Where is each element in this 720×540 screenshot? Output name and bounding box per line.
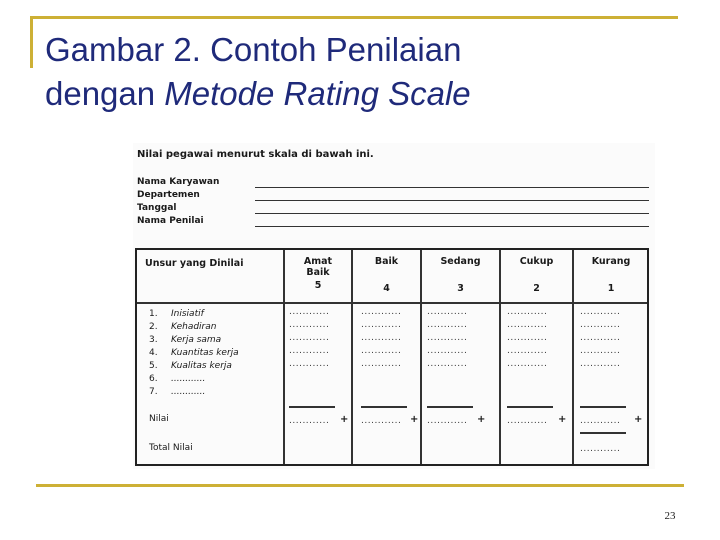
criteria-label: Kerja sama (171, 335, 222, 345)
nilai-blank: ............ (507, 416, 548, 426)
sum-line (289, 406, 335, 408)
score-blank: ............ (289, 320, 330, 330)
nilai-blank: ............ (289, 416, 330, 426)
nilai-blank: ............ (427, 416, 468, 426)
score-blank: ............ (507, 333, 548, 343)
criteria-item (149, 361, 232, 371)
criteria-label: Inisiatif (171, 309, 204, 319)
sum-line (507, 406, 553, 408)
unsur-header: Unsur yang Dinilai (145, 258, 244, 269)
criteria-label: ............ (171, 387, 206, 397)
column-header-amat-baik (285, 256, 351, 291)
score-blank: ............ (361, 359, 402, 369)
score-blank: ............ (361, 307, 402, 317)
column-header-label: Baik (374, 256, 399, 267)
score-blank: ............ (580, 333, 621, 343)
column-header-label: Amat Baik (303, 256, 333, 278)
score-blank: ............ (427, 320, 468, 330)
form-intro-text: Nilai pegawai menurut skala di bawah ini. (137, 149, 374, 160)
criteria-item (149, 335, 221, 345)
nilai-blank: ............ (361, 416, 402, 426)
nilai-blank: ............ (580, 416, 621, 426)
criteria-item (149, 309, 204, 319)
total-nilai-label: Total Nilai (149, 443, 193, 453)
criteria-item (149, 387, 205, 397)
score-blank: ............ (427, 359, 468, 369)
criteria-number: 3. (149, 335, 158, 345)
criteria-label: Kehadiran (171, 322, 217, 332)
score-blank: ............ (580, 320, 621, 330)
column-header-score: 1 (607, 283, 615, 294)
score-blank: ............ (289, 333, 330, 343)
rating-table (135, 248, 649, 466)
score-blank: ............ (361, 346, 402, 356)
id-field-label: Nama Karyawan (137, 177, 220, 187)
nilai-label: Nilai (149, 414, 169, 424)
criteria-number: 7. (149, 387, 158, 397)
sum-line (580, 406, 626, 408)
column-header-score: 3 (457, 283, 464, 294)
column-header-baik (353, 256, 420, 294)
top-accent-rule (30, 16, 678, 19)
page-number: 23 (664, 510, 676, 522)
total-nilai-blank: ............ (580, 444, 621, 454)
score-blank: ............ (507, 359, 548, 369)
column-header-score: 5 (314, 280, 322, 291)
column-header-label: Cukup (519, 256, 554, 267)
sum-line (427, 406, 473, 408)
column-header-label: Kurang (591, 256, 631, 267)
id-field-label: Tanggal (137, 203, 177, 213)
score-blank: ............ (289, 359, 330, 369)
slide-title-emphasis: Metode Rating Scale (164, 75, 471, 112)
score-blank: ............ (361, 333, 402, 343)
score-blank: ............ (361, 320, 402, 330)
criteria-item (149, 374, 205, 384)
criteria-number: 5. (149, 361, 158, 371)
id-field-line (255, 226, 649, 227)
id-field-line (255, 213, 649, 214)
header-divider (137, 302, 647, 304)
criteria-label: ............ (171, 374, 206, 384)
id-field-label: Nama Penilai (137, 216, 204, 226)
score-blank: ............ (507, 307, 548, 317)
slide-title-line-1: Gambar 2. Contoh Penilaian (45, 31, 462, 68)
score-blank: ............ (580, 307, 621, 317)
criteria-number: 1. (149, 309, 158, 319)
plus-sign: + (558, 414, 567, 425)
criteria-item (149, 322, 216, 332)
rating-scale-form-image (133, 143, 655, 469)
criteria-item (149, 348, 239, 358)
plus-sign: + (634, 414, 643, 425)
score-blank: ............ (507, 320, 548, 330)
slide-title-line-2 (45, 72, 685, 116)
id-field-line (255, 187, 649, 188)
plus-sign: + (340, 414, 349, 425)
criteria-number: 2. (149, 322, 158, 332)
criteria-label: Kualitas kerja (171, 361, 232, 371)
score-blank: ............ (427, 333, 468, 343)
slide-title-prefix: dengan (45, 75, 165, 112)
column-header-cukup (501, 256, 572, 294)
column-header-score: 2 (533, 283, 540, 294)
column-header-kurang (574, 256, 648, 294)
score-blank: ............ (507, 346, 548, 356)
criteria-number: 6. (149, 374, 158, 384)
plus-sign: + (410, 414, 419, 425)
id-field-line (255, 200, 649, 201)
criteria-number: 4. (149, 348, 158, 358)
score-blank: ............ (580, 359, 621, 369)
sum-line (361, 406, 407, 408)
score-blank: ............ (580, 346, 621, 356)
id-field-label: Departemen (137, 190, 200, 200)
column-header-score: 4 (383, 283, 390, 294)
slide-title (45, 28, 685, 116)
left-accent-rule (30, 16, 33, 68)
score-blank: ............ (427, 346, 468, 356)
bottom-accent-rule (36, 484, 684, 487)
criteria-label: Kuantitas kerja (171, 348, 239, 358)
score-blank: ............ (427, 307, 468, 317)
total-sum-line (580, 432, 626, 434)
column-header-sedang (422, 256, 499, 294)
plus-sign: + (477, 414, 486, 425)
score-blank: ............ (289, 307, 330, 317)
score-blank: ............ (289, 346, 330, 356)
column-header-label: Sedang (440, 256, 481, 267)
